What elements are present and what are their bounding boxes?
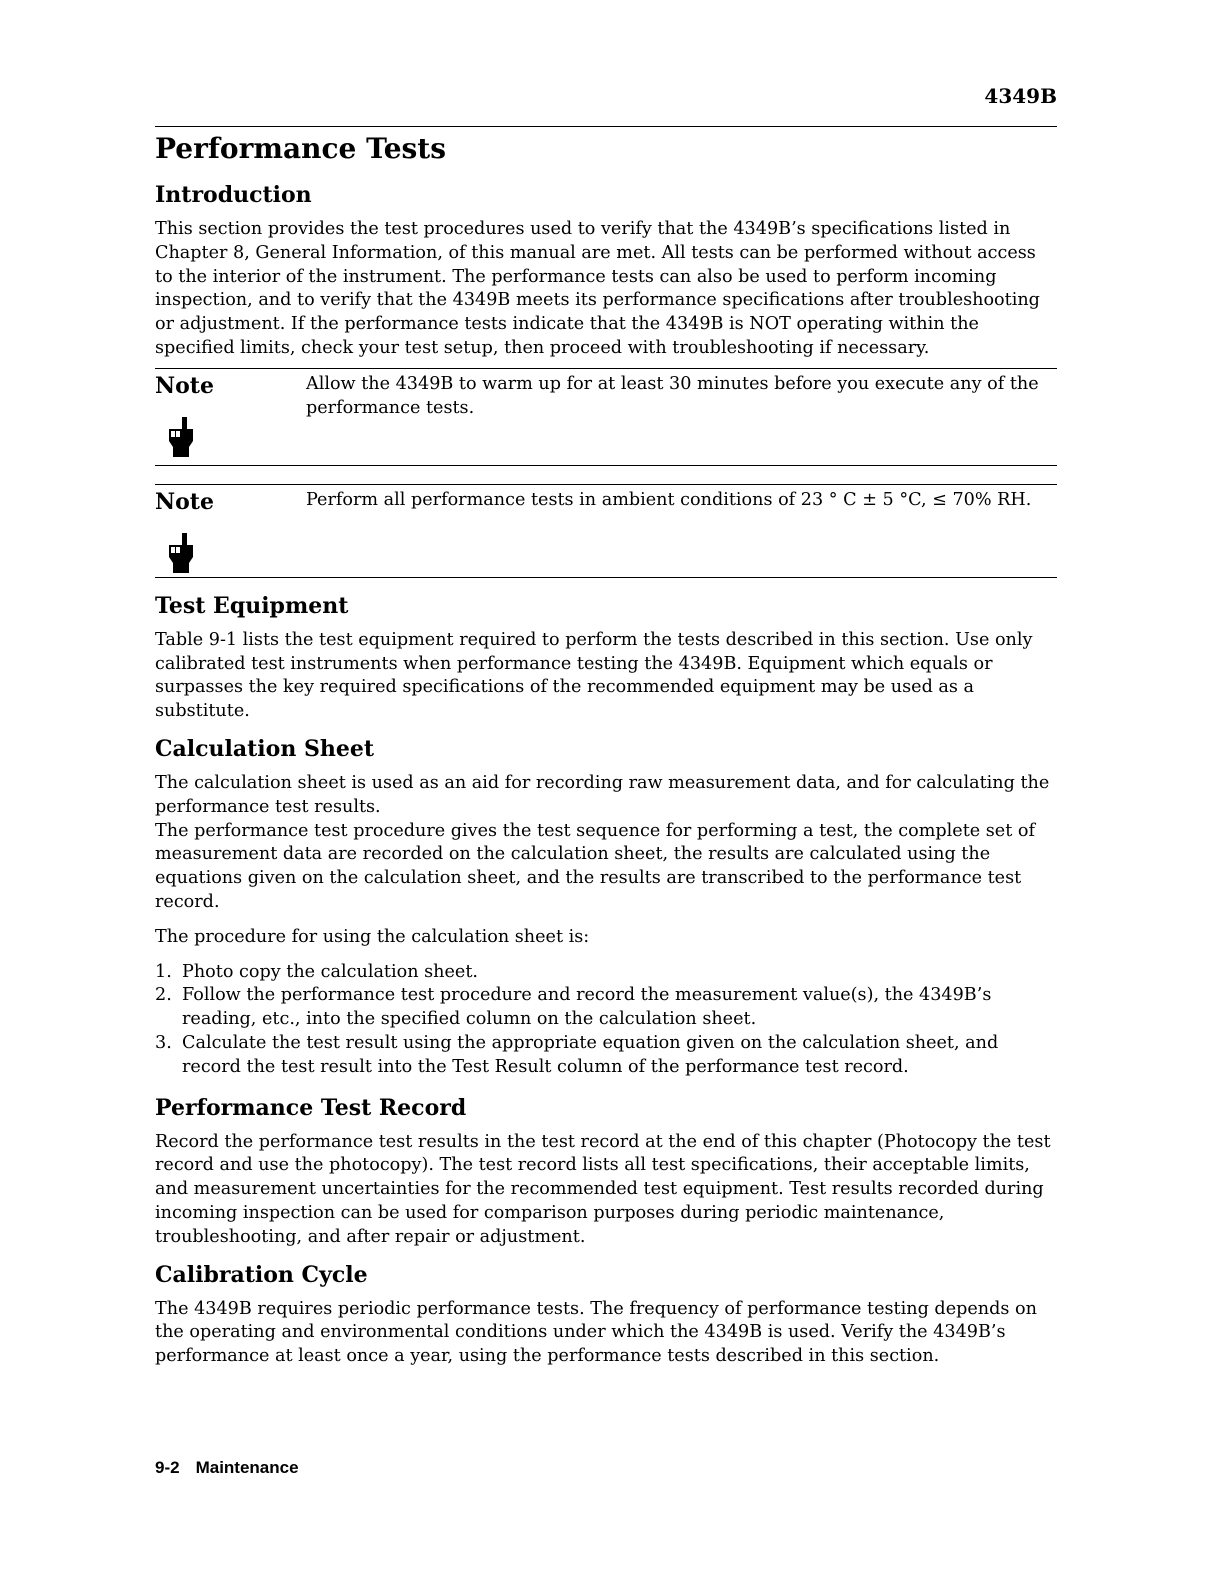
note-label: Note [155, 488, 214, 515]
pointing-hand-icon [163, 531, 199, 575]
note-text: Allow the 4349B to warm up for at least 30 minutes before you execute any of the performance tests. [306, 373, 1039, 418]
calculation-sheet-body-2: The performance test procedure gives the test sequence for performing a test, the complete set of measurement data are recorded on the calculation sheet, the results are calculated using the equations given on the calculation sheet, and the results are transcribed to the performance test record. [155, 820, 1035, 912]
calibration-cycle-body: The 4349B requires periodic performance tests. The frequency of performance testing depends on the operating and environmental conditions under which the 4349B is used. Verify the 4349B’s performance at least once a year, using the performance tests described in this section. [155, 1298, 1037, 1367]
introduction-body: This section provides the test procedures used to verify that the 4349B’s specifications listed in Chapter 8, General Information, of this manual are met. All tests can be performed without access to the interior of the instrument. The performance tests can also be used to perform incoming inspection, and to verify that the 4349B meets its performance specifications after troubleshooting or adjustment. If the performance tests indicate that the 4349B is NOT operating within the specified limits, check your test setup, then proceed with troubleshooting if necessary. [155, 219, 1040, 358]
page-number: 9-2 [155, 1458, 180, 1477]
list-item: 2. Follow the performance test procedure and record the measurement value(s), the 4349B’s reading, etc., into the specified column on the calculation sheet. [155, 985, 992, 1030]
performance-test-record-heading: Performance Test Record [155, 1094, 467, 1121]
performance-test-record-body: Record the performance test results in the test record at the end of this chapter (Photocopy the test record and use the photocopy). The test record lists all test specifications, their acceptable limits, and measurement uncertainties for the recommended test equipment. Test results recorded during incoming inspection can be used for comparison purposes during periodic maintenance, troubleshooting, and after repair or adjustment. [155, 1131, 1051, 1247]
calculation-sheet-body-3: The procedure for using the calculation sheet is: [155, 926, 590, 947]
note-label: Note [155, 372, 214, 399]
calibration-cycle-heading: Calibration Cycle [155, 1261, 368, 1288]
calculation-steps-list [155, 961, 1057, 1080]
note-warmup [155, 368, 1057, 466]
calculation-sheet-body-1: The calculation sheet is used as an aid for recording raw measurement data, and for calculating the performance test results. [155, 772, 1050, 817]
page-title: Performance Tests [155, 132, 446, 165]
test-equipment-heading: Test Equipment [155, 592, 349, 619]
test-equipment-body: Table 9-1 lists the test equipment required to perform the tests described in this section. Use only calibrated test instruments when performance testing the 4349B. Equipment which equals or surpasses the key required specifications of the recommended equipment may be used as a substitute. [155, 629, 1033, 722]
document-page [155, 0, 1057, 1584]
note-text: Perform all performance tests in ambient conditions of 23 ° C ± 5 °C, ≤ 70% RH. [306, 489, 1032, 510]
pointing-hand-icon [163, 415, 199, 459]
note-ambient-conditions [155, 484, 1057, 578]
list-item: 1. Photo copy the calculation sheet. [155, 961, 478, 982]
calculation-sheet-heading: Calculation Sheet [155, 735, 375, 762]
header-rule [155, 126, 1057, 127]
footer-section: Maintenance [195, 1458, 299, 1477]
introduction-heading: Introduction [155, 182, 312, 208]
content-flow [155, 131, 1057, 1380]
page-footer [155, 1458, 299, 1478]
list-item: 3. Calculate the test result using the appropriate equation given on the calculation sheet, and record the test result into the Test Result column of the performance test record. [155, 1032, 999, 1077]
running-header-model: 4349B [984, 84, 1057, 108]
